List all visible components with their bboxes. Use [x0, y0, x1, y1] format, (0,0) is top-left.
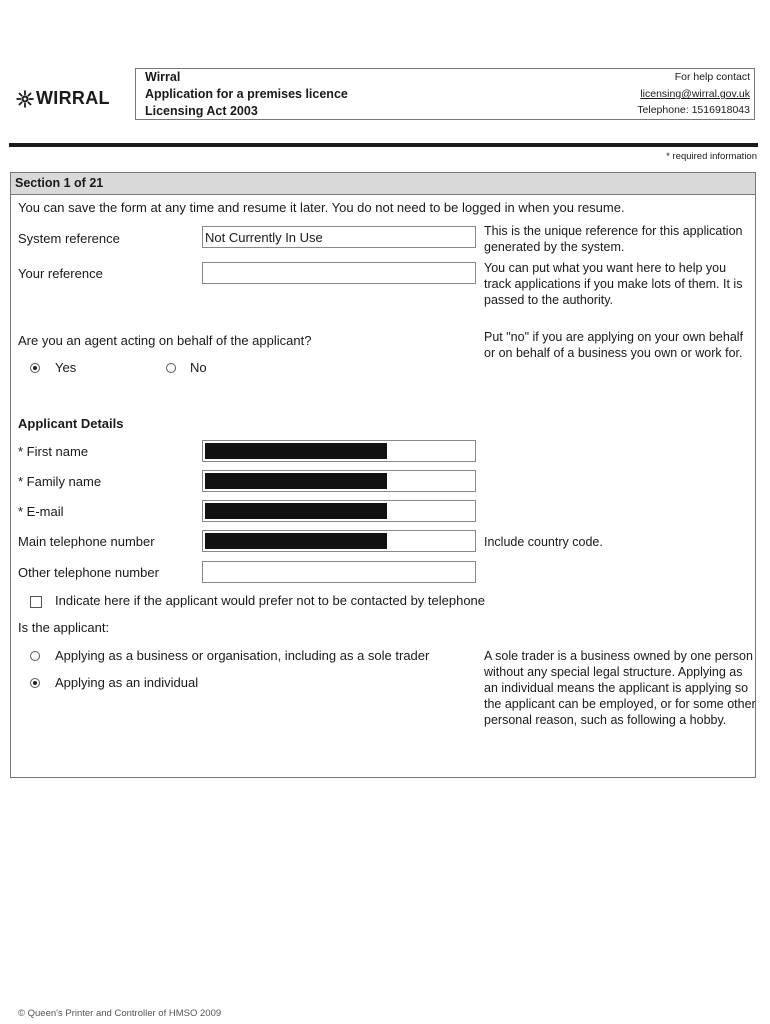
email-field[interactable] [202, 500, 476, 522]
your-reference-label: Your reference [18, 266, 103, 281]
agent-no-label: No [190, 360, 207, 375]
redaction-bar [205, 503, 387, 519]
applicant-individual-label: Applying as an individual [55, 675, 199, 690]
wirral-emblem-icon [16, 90, 34, 108]
other-phone-field[interactable] [202, 561, 476, 583]
applicant-type-help: A sole trader is a business owned by one person without any special legal structure. Applying as an individual means the applicant is applying so the applicant can be employed, or for some other personal reason, such as following a hobby. [484, 649, 756, 727]
your-reference-field[interactable] [202, 262, 476, 284]
other-phone-label: Other telephone number [18, 565, 159, 580]
your-reference-help: You can put what you want here to help you track applications if you make lots of them. It is passed to the authority. [484, 261, 743, 307]
main-phone-field[interactable] [202, 530, 476, 552]
applicant-business-label: Applying as a business or organisation, including as a sole trader [55, 648, 430, 663]
applicant-business-radio[interactable] [30, 651, 40, 661]
logo-text: WIRRAL [36, 88, 110, 108]
agent-question-label: Are you an agent acting on behalf of the applicant? [18, 333, 312, 348]
system-reference-help: This is the unique reference for this application generated by the system. [484, 224, 743, 254]
main-phone-help: Include country code. [484, 535, 603, 549]
system-reference-label: System reference [18, 231, 120, 246]
applicant-type-label: Is the applicant: [18, 620, 110, 635]
agent-no-radio[interactable] [166, 363, 176, 373]
section-intro: You can save the form at any time and resume it later. You do not need to be logged in when you resume. [18, 200, 625, 215]
first-name-field[interactable] [202, 440, 476, 462]
redaction-bar [205, 533, 387, 549]
main-phone-label: Main telephone number [18, 534, 155, 549]
applicant-individual-radio[interactable] [30, 678, 40, 688]
header-rule [9, 143, 758, 147]
section-title: Section 1 of 21 [11, 173, 755, 195]
radio-selected-dot [33, 366, 37, 370]
no-telephone-contact-checkbox[interactable] [30, 596, 42, 608]
help-telephone: Telephone: 1516918043 [637, 104, 750, 116]
help-contact-label: For help contact [674, 71, 750, 83]
agent-yes-radio[interactable] [30, 363, 40, 373]
family-name-label: * Family name [18, 474, 102, 489]
wirral-logo [16, 88, 110, 109]
applicant-details-heading: Applicant Details [18, 416, 124, 431]
header-act: Licensing Act 2003 [145, 104, 258, 118]
agent-yes-label: Yes [55, 360, 77, 375]
redaction-bar [205, 473, 387, 489]
radio-selected-dot [33, 681, 37, 685]
header-box [135, 68, 755, 120]
help-email-link[interactable]: licensing@wirral.gov.uk [640, 88, 750, 100]
system-reference-field[interactable] [202, 226, 476, 248]
family-name-field[interactable] [202, 470, 476, 492]
email-label: * E-mail [18, 504, 64, 519]
copyright-footer: © Queen's Printer and Controller of HMSO 2009 [18, 1008, 222, 1019]
header-title: Application for a premises licence [145, 87, 348, 101]
agent-question-help: Put "no" if you are applying on your own behalf or on behalf of a business you own or work for. [484, 330, 744, 360]
redaction-bar [205, 443, 387, 459]
required-note: * required information [666, 151, 757, 162]
section-1 [10, 172, 756, 778]
no-telephone-contact-label: Indicate here if the applicant would prefer not to be contacted by telephone [55, 593, 486, 608]
header-org: Wirral [145, 70, 181, 84]
first-name-label: * First name [18, 444, 89, 459]
